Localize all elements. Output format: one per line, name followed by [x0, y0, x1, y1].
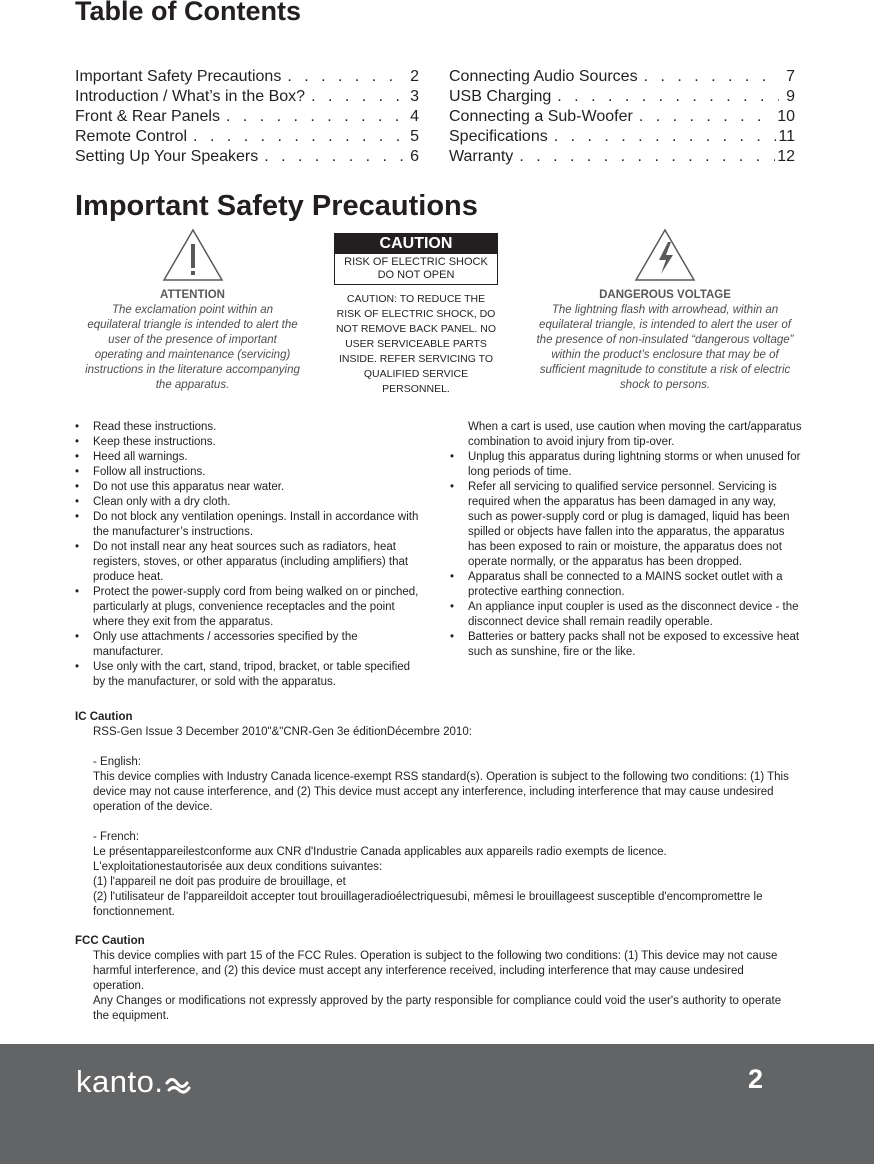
attention-description: The exclamation point within an equilateral triangle is intended to alert the user of the presence of important operating and maintenance (servicing) instructions in the literature accompanying the apparatus.: [85, 304, 300, 391]
toc-entry-page: 4: [410, 108, 419, 125]
list-item: • Do not install near any heat sources such as radiators, heat registers, stoves, or other apparatus (including amplifiers) that produce heat.: [75, 540, 423, 585]
safety-section-title: Important Safety Precautions: [75, 190, 478, 222]
ic-caution-heading: IC Caution: [75, 711, 133, 723]
toc-entry[interactable]: [75, 127, 419, 147]
list-item: • Follow all instructions.: [75, 465, 423, 480]
toc-leader: [513, 147, 775, 167]
page-footer: [0, 1044, 874, 1164]
ic-caution-body: [75, 725, 815, 920]
toc-entry-title: USB Charging: [449, 88, 552, 105]
list-item: • Apparatus shall be connected to a MAINS socket outlet with a protective earthing connection.: [450, 570, 802, 600]
brand-wordmark: kanto.: [76, 1064, 164, 1099]
caution-label-block: [334, 233, 498, 397]
kanto-logo: [76, 1052, 191, 1112]
toc-column-left: [75, 67, 419, 167]
ic-french-line: Le présentappareilestconforme aux CNR d'Industrie Canada applicables aux appareils radio exempts de licence.: [93, 846, 667, 858]
toc-entry-title: Introduction / What’s in the Box?: [75, 88, 306, 105]
list-item: • Clean only with a dry cloth.: [75, 495, 423, 510]
list-item: • Keep these instructions.: [75, 435, 423, 450]
list-item: • Read these instructions.: [75, 420, 423, 435]
list-item: • Heed all warnings.: [75, 450, 423, 465]
toc-entry-title: Connecting a Sub-Woofer: [449, 108, 633, 125]
list-item: • Protect the power-supply cord from being walked on or pinched, particularly at plugs, convenience receptacles and the point where they exit from the apparatus.: [75, 585, 423, 630]
ic-french-line: (1) l'appareil ne doit pas produire de brouillage, et: [93, 876, 346, 888]
attention-label: ATTENTION: [160, 289, 225, 301]
toc-entry-page: 2: [410, 68, 419, 85]
caution-box: [334, 233, 498, 285]
toc-leader: [548, 127, 777, 147]
fcc-modification-text: Any Changes or modifications not expressly approved by the party responsible for compliance could void the user's authority to operate the equipment.: [93, 995, 782, 1022]
list-item: • An appliance input coupler is used as the disconnect device - the disconnect device shall remain readily operable.: [450, 600, 802, 630]
list-item-continued: When a cart is used, use caution when moving the cart/apparatus combination to avoid injury from tip-over.: [468, 421, 802, 448]
dangerous-voltage-notice: [530, 228, 800, 393]
toc-leader: [633, 107, 775, 127]
toc-entry[interactable]: [75, 87, 419, 107]
toc-leader: [551, 87, 779, 107]
toc-leader: [187, 127, 403, 147]
toc-entry[interactable]: [75, 107, 419, 127]
toc-entry-page: 11: [778, 128, 795, 145]
toc-entry[interactable]: [449, 67, 795, 87]
ic-english-text: This device complies with Industry Canada licence-exempt RSS standard(s). Operation is subject to the following two conditions: (1) This device may not cause interference, and (2) This device must accept any interference, including interference that may cause undesired operation of the device.: [93, 771, 789, 813]
caution-description: CAUTION: TO REDUCE THE RISK OF ELECTRIC SHOCK, DO NOT REMOVE BACK PANEL. NO USER SERVICEABLE PARTS INSIDE. REFER SERVICING TO QUALIFIED SERVICE PERSONNEL.: [335, 293, 497, 395]
ic-english-label: - English:: [93, 756, 141, 768]
safety-list-left: [75, 420, 423, 690]
toc-entry-page: 7: [786, 68, 795, 85]
toc-entry[interactable]: [449, 107, 795, 127]
toc-entry-title: Setting Up Your Speakers: [75, 148, 259, 165]
lightning-triangle-icon: [634, 228, 696, 282]
list-item: • Do not block any ventilation openings. Install in accordance with the manufacturer’s instructions.: [75, 510, 423, 540]
toc-entry-title: Important Safety Precautions: [75, 68, 282, 85]
toc-entry-title: Remote Control: [75, 128, 188, 145]
toc-entry-title: Warranty: [449, 148, 514, 165]
toc-entry-page: 9: [786, 88, 795, 105]
list-item: • Refer all servicing to qualified service personnel. Servicing is required when the apparatus has been damaged in any way, such as power-supply cord or plug is damaged, liquid has been spilled or objects have fallen into the apparatus, the apparatus has been exposed to rain or moisture, the apparatus does not operate normally, or the apparatus has been dropped.: [450, 480, 802, 570]
toc-leader: [638, 67, 779, 87]
attention-notice: [85, 228, 300, 393]
page-number: 2: [748, 1064, 764, 1094]
fcc-caution: [75, 934, 795, 1024]
ic-caution: [75, 710, 815, 920]
list-item: • Use only with the cart, stand, tripod, bracket, or table specified by the manufacturer, or sold with the apparatus.: [75, 660, 423, 690]
toc-entry[interactable]: [449, 127, 795, 147]
toc-entry-page: 12: [777, 148, 795, 165]
fcc-caution-body: [75, 949, 795, 1024]
safety-list-right: [450, 420, 802, 660]
sound-wave-icon: [165, 1073, 191, 1095]
toc-leader: [258, 147, 403, 167]
fcc-compliance-text: This device complies with part 15 of the FCC Rules. Operation is subject to the following two conditions: (1) This device may not cause harmful interference, and (2) this device must accept any interference received, including interference that may cause undesired operation.: [93, 950, 778, 992]
toc-entry-page: 3: [410, 88, 419, 105]
dangerous-voltage-label: DANGEROUS VOLTAGE: [599, 289, 731, 301]
caution-risk-line: RISK OF ELECTRIC SHOCK: [344, 256, 488, 268]
toc-entry-title: Connecting Audio Sources: [449, 68, 638, 85]
toc-title: Table of Contents: [75, 0, 301, 26]
ic-french-line: L'exploitationestautorisée aux deux conditions suivantes:: [93, 861, 383, 873]
toc-leader: [281, 67, 403, 87]
list-item: • Only use attachments / accessories specified by the manufacturer.: [75, 630, 423, 660]
toc-entry-page: 5: [410, 128, 419, 145]
list-item: • Do not use this apparatus near water.: [75, 480, 423, 495]
list-item: • Batteries or battery packs shall not be exposed to excessive heat such as sunshine, fire or the like.: [450, 630, 802, 660]
ic-french-label: - French:: [93, 831, 140, 843]
toc-entry[interactable]: [449, 87, 795, 107]
toc-entry-page: 10: [777, 108, 795, 125]
toc-leader: [305, 87, 403, 107]
toc-leader: [220, 107, 403, 127]
dangerous-voltage-description: The lightning flash with arrowhead, within an equilateral triangle, is intended to alert the user of the presence of non-insulated “dangerous voltage” within the product’s enclosure that may be of sufficient magnitude to constitute a risk of electric shock to persons.: [536, 304, 794, 391]
ic-caution-standard: RSS-Gen Issue 3 December 2010"&"CNR-Gen 3e éditionDécembre 2010:: [93, 726, 472, 738]
toc-entry-title: Front & Rear Panels: [75, 108, 220, 125]
toc-entry[interactable]: [449, 147, 795, 167]
caution-header: CAUTION: [335, 234, 497, 254]
toc-entry[interactable]: [75, 147, 419, 167]
fcc-caution-heading: FCC Caution: [75, 935, 145, 947]
toc-entry-page: 6: [410, 148, 419, 165]
toc-entry[interactable]: [75, 67, 419, 87]
toc-column-right: [449, 67, 795, 167]
exclamation-triangle-icon: [162, 228, 224, 282]
ic-french-line: (2) l'utilisateur de l'appareildoit accepter tout brouillageradioélectriquesubi, mêmesi le brouillageest susceptible d'encompromettre le fonctionnement.: [93, 891, 763, 918]
toc-entry-title: Specifications: [449, 128, 548, 145]
caution-do-not-open: DO NOT OPEN: [377, 268, 455, 281]
list-item: • Unplug this apparatus during lightning storms or when unused for long periods of time.: [450, 450, 802, 480]
